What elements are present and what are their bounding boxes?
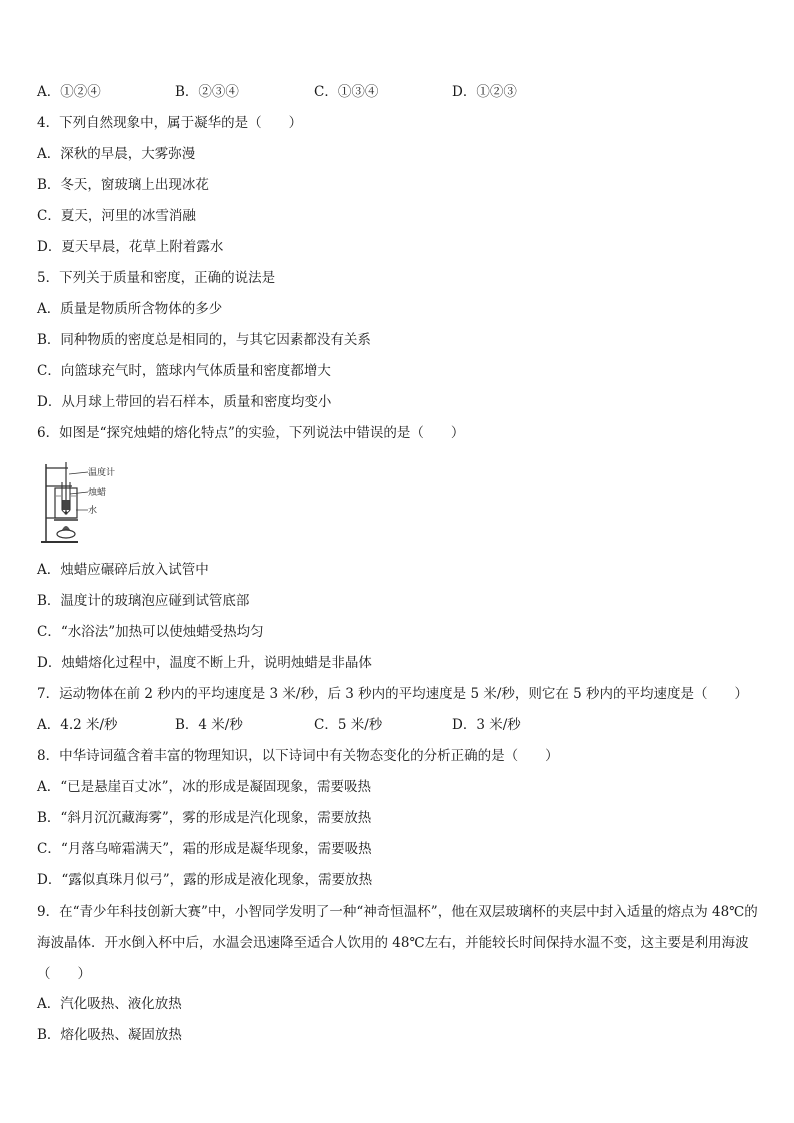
q3-option-c: C．①③④ [314, 84, 379, 100]
q3-option-d: D．①②③ [452, 84, 517, 100]
q8-option-d: D．“露似真珠月似弓”，露的形成是液化现象，需要放热 [37, 872, 373, 888]
q6-label-water: 水 [88, 506, 98, 516]
q7-stem: 7．运动物体在前 2 秒内的平均速度是 3 米/秒，后 3 秒内的平均速度是 5 米/秒，则它在 5 秒内的平均速度是（ ） [37, 686, 749, 702]
q4-option-a: A．深秋的早晨，大雾弥漫 [37, 146, 196, 162]
q4-stem: 4．下列自然现象中，属于凝华的是（ ） [37, 115, 303, 131]
q8-option-a: A．“已是悬崖百丈冰”，冰的形成是凝固现象，需要吸热 [37, 779, 372, 795]
q8-stem: 8．中华诗词蕴含着丰富的物理知识，以下诗词中有关物态变化的分析正确的是（ ） [37, 748, 559, 764]
q4-option-d: D．夏天早晨，花草上附着露水 [37, 239, 224, 255]
q5-option-c: C．向篮球充气时，篮球内气体质量和密度都增大 [37, 363, 331, 379]
q7-option-c: C．5 米/秒 [314, 717, 383, 733]
q6-label-wax: 烛蜡 [88, 488, 107, 498]
q9-stem: 9．在“青少年科技创新大赛”中，小智同学发明了一种“神奇恒温杯”，他在双层玻璃杯的夹层中封入适量的熔点为 48℃的海波晶体．开水倒入杯中后，水温会迅速降至适合人饮用的 48℃左右，并能较长时间保持水温不变，这主要是利用海波（ ） [37, 904, 758, 982]
q5-stem: 5．下列关于质量和密度，正确的说法是 [37, 270, 276, 286]
q3-option-a: A．①②④ [37, 84, 101, 100]
q5-option-a: A．质量是物质所含物体的多少 [37, 301, 223, 317]
q6-apparatus-figure [38, 460, 120, 548]
q8-option-c: C．“月落乌啼霜满天”，霜的形成是凝华现象，需要吸热 [37, 841, 372, 857]
q6-stem: 6．如图是“探究烛蜡的熔化特点”的实验，下列说法中错误的是（ ） [37, 425, 465, 441]
q7-option-a: A．4.2 米/秒 [37, 717, 118, 733]
q6-label-thermometer: 温度计 [88, 468, 116, 478]
q4-option-c: C．夏天，河里的冰雪消融 [37, 208, 196, 224]
q9-option-b: B．熔化吸热、凝固放热 [37, 1027, 182, 1043]
q7-option-d: D．3 米/秒 [452, 717, 521, 733]
q3-option-b: B．②③④ [175, 84, 239, 100]
q9-option-a: A．汽化吸热、液化放热 [37, 996, 182, 1012]
q8-option-b: B．“斜月沉沉藏海雾”，雾的形成是汽化现象，需要放热 [37, 810, 372, 826]
q4-option-b: B．冬天，窗玻璃上出现冰花 [37, 177, 209, 193]
q6-option-b: B．温度计的玻璃泡应碰到试管底部 [37, 593, 250, 609]
q7-option-b: B．4 米/秒 [175, 717, 243, 733]
q6-option-a: A．烛蜡应碾碎后放入试管中 [37, 562, 209, 578]
q6-option-c: C．“水浴法”加热可以使烛蜡受热均匀 [37, 624, 264, 640]
q5-option-d: D．从月球上带回的岩石样本，质量和密度均变小 [37, 394, 332, 410]
q6-apparatus-diagram [38, 460, 120, 548]
q5-option-b: B．同种物质的密度总是相同的，与其它因素都没有关系 [37, 332, 371, 348]
q6-option-d: D．烛蜡熔化过程中，温度不断上升，说明烛蜡是非晶体 [37, 655, 372, 671]
